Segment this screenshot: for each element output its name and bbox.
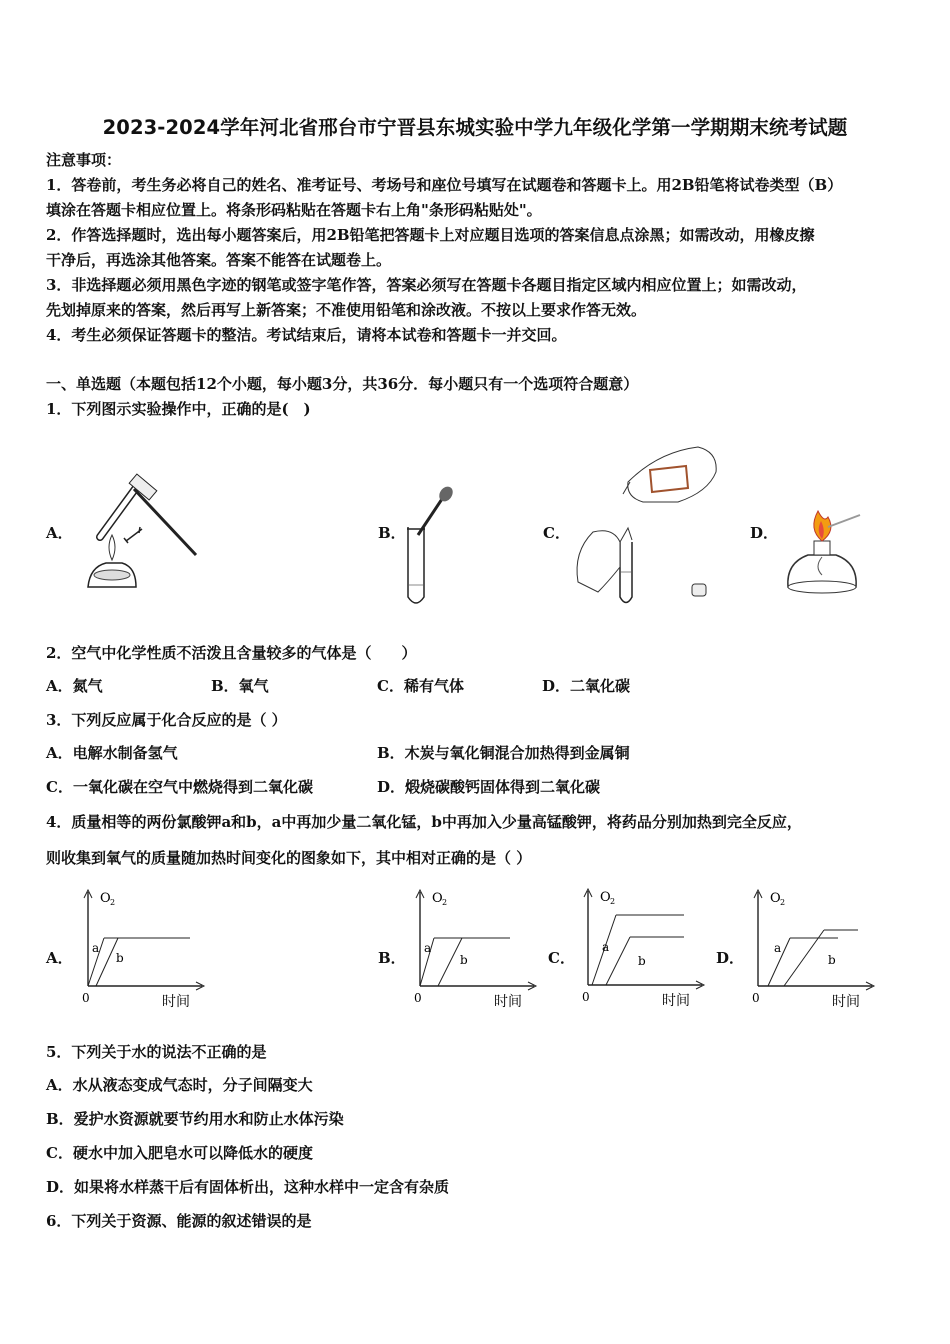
notice-line: 4．考生必须保证答题卡的整洁。考试结束后，请将本试卷和答题卡一并交回。 [46,326,567,344]
graph-xlabel: 时间 [162,994,190,1010]
q1-option-d-label: D． [750,524,779,542]
graph-line-b-label: b [638,954,646,968]
q4-option-a-label: A． [46,949,73,967]
q5-option-d: D．如果将水样蒸干后有固体析出，这种水样中一定含有杂质 [46,1178,450,1196]
graph-line-b-label: b [116,951,124,965]
q5-option-a: A．水从液态变成气态时，分子间隔变大 [46,1076,313,1094]
page-title: 2023-2024学年河北省邢台市宁晋县东城实验中学九年级化学第一学期期末统考试题 [102,116,848,139]
q4-stem-line1: 4．质量相等的两份氯酸钾a和b，a中再加少量二氧化锰，b中再加入少量高锰酸钾，将药品分别加热到完全反应， [46,813,802,831]
q6-stem: 6．下列关于资源、能源的叙述错误的是 [46,1212,312,1230]
notice-heading: 注意事项： [46,151,122,169]
notice-line: 3．非选择题必须用黑色字迹的钢笔或签字笔作答，答案必须写在答题卡各题目指定区域内相应位置上；如需改动， [46,276,807,294]
q4-graph-c [578,885,708,1010]
q2-option-d: D．二氧化碳 [542,677,631,695]
graph-line-a-label: a [602,940,610,954]
q2-stem: 2．空气中化学性质不活泼且含量较多的气体是（ ） [46,644,417,662]
q4-graph-b [410,886,540,1011]
notice-line: 填涂在答题卡相应位置上。将条形码粘贴在答题卡右上角"条形码粘贴处"。 [46,201,542,219]
q2-option-a: A．氮气 [46,677,103,695]
graph-ylabel: O [432,891,443,906]
notice-line: 先划掉原来的答案，然后再写上新答案；不准使用铅笔和涂改液。不按以上要求作答无效。 [46,301,647,319]
q4-option-d-label: D． [716,949,745,967]
dropper-test-tube-image [400,485,470,610]
notice-line: 1．答卷前，考生务必将自己的姓名、准考证号、考场号和座位号填写在试题卷和答题卡上。用2B铅笔将试卷类型（B） [46,176,843,194]
heating-test-tube-image [78,475,208,600]
q3-option-d: D．煅烧碳酸钙固体得到二氧化碳 [377,778,601,796]
graph-xlabel: 时间 [662,993,690,1009]
graph-ysub: 2 [780,898,786,907]
q3-option-b: B．木炭与氧化铜混合加热得到金属铜 [377,744,630,762]
graph-ysub: 2 [442,898,448,907]
section-heading: 一、单选题（本题包括12个小题，每小题3分，共36分．每小题只有一个选项符合题意） [46,375,639,393]
graph-line-a-label: a [424,941,432,955]
q5-option-b: B．爱护水资源就要节约用水和防止水体污染 [46,1110,344,1128]
graph-origin: 0 [414,991,422,1005]
graph-origin: 0 [82,991,90,1005]
graph-origin: 0 [582,990,590,1004]
pouring-liquid-image [568,432,728,607]
q1-option-b-label: B． [378,524,406,542]
graph-origin: 0 [752,991,760,1005]
q5-option-c: C．硬水中加入肥皂水可以降低水的硬度 [46,1144,313,1162]
q4-option-b-label: B． [378,949,406,967]
graph-ysub: 2 [110,898,116,907]
graph-line-a-label: a [774,941,782,955]
q3-option-a: A．电解水制备氢气 [46,744,178,762]
q2-option-c: C．稀有气体 [377,677,464,695]
graph-line-b-label: b [460,953,468,967]
q4-option-c-label: C． [548,949,575,967]
graph-ylabel: O [770,891,781,906]
graph-xlabel: 时间 [832,994,860,1010]
graph-ylabel: O [600,890,611,905]
q1-stem: 1．下列图示实验操作中，正确的是( ) [46,400,311,418]
graph-line-a-label: a [92,941,100,955]
q1-option-a-label: A． [46,524,73,542]
graph-line-b-label: b [828,953,836,967]
graph-ylabel: O [100,891,111,906]
q2-option-b: B．氧气 [211,677,269,695]
graph-xlabel: 时间 [494,994,522,1010]
q4-stem-line2: 则收集到氧气的质量随加热时间变化的图象如下，其中相对正确的是（ ） [46,849,532,867]
q4-graph-d [748,886,878,1011]
notice-line: 2．作答选择题时，选出每小题答案后，用2B铅笔把答题卡上对应题目选项的答案信息点涂黑；如需改动，用橡皮擦 [46,226,815,244]
notice-line: 干净后，再选涂其他答案。答案不能答在试题卷上。 [46,251,392,269]
q3-option-c: C．一氧化碳在空气中燃烧得到二氧化碳 [46,778,313,796]
alcohol-lamp-image [778,505,878,605]
q3-stem: 3．下列反应属于化合反应的是（ ） [46,711,287,729]
q1-option-c-label: C． [543,524,570,542]
q5-stem: 5．下列关于水的说法不正确的是 [46,1043,267,1061]
graph-ysub: 2 [610,897,616,906]
q4-graph-a [78,886,208,1011]
